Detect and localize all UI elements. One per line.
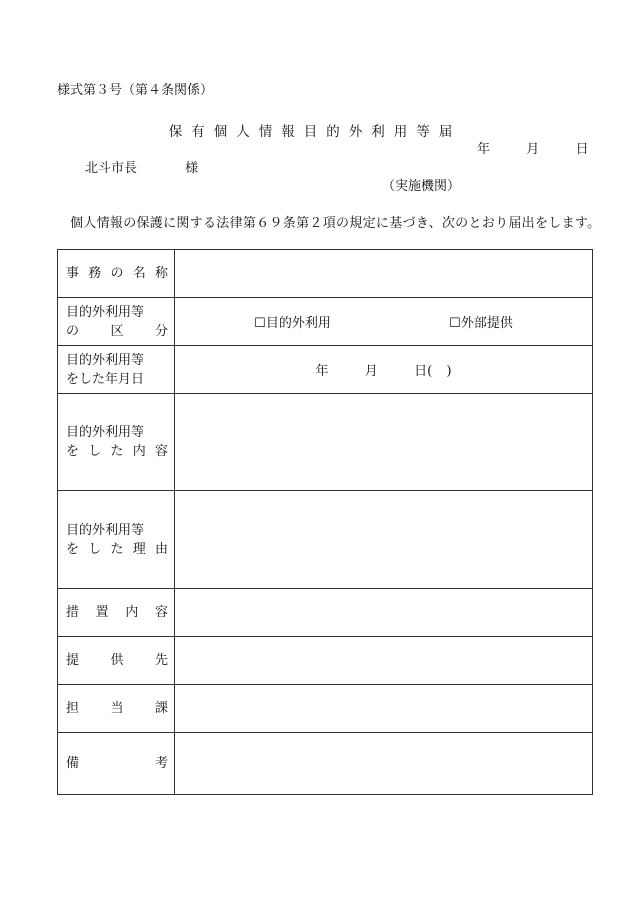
- label-use-reason: [58, 491, 175, 589]
- checkbox-external-provision[interactable]: ☐外部提供: [449, 316, 513, 331]
- label-char: 課: [154, 701, 168, 716]
- label-char: 供: [110, 653, 124, 668]
- label-office-name: [58, 250, 175, 298]
- label-char: 考: [154, 756, 168, 771]
- label-line: 目的外利用等: [66, 522, 145, 538]
- label-char: 称: [154, 266, 168, 281]
- label-char: 名: [132, 266, 146, 281]
- intro-text: 個人情報の保護に関する法律第６９条第２項の規定に基づき、次のとおり届出をします。: [70, 216, 601, 231]
- date-month: 月: [526, 142, 540, 157]
- label-char: 先: [154, 653, 168, 668]
- label-char: 内: [125, 605, 139, 620]
- remarks-field[interactable]: [175, 733, 593, 795]
- label-line: 目的外利用等: [66, 352, 145, 368]
- label-char: 容: [154, 444, 168, 459]
- label-char: 分: [154, 323, 168, 339]
- label-char: 理: [132, 541, 146, 557]
- addressee-honorific: 様: [185, 161, 199, 176]
- notification-table: [57, 249, 593, 795]
- office-name-field[interactable]: [175, 250, 593, 298]
- label-char: 区: [110, 323, 124, 339]
- use-date-day: 日(: [414, 364, 433, 379]
- label-use-date: [58, 346, 175, 394]
- department-field[interactable]: [175, 685, 593, 733]
- label-char: 由: [154, 541, 168, 557]
- label-char: 措: [66, 605, 80, 620]
- label-recipient: [58, 637, 175, 685]
- label-measures: [58, 589, 175, 637]
- row-use-reason: [58, 491, 593, 589]
- institution-label: （実施機関）: [382, 179, 461, 194]
- use-date-weekday-close: ): [446, 364, 452, 379]
- addressee: [85, 157, 198, 176]
- form-number: 様式第３号（第４条関係）: [57, 83, 214, 98]
- label-char: 担: [66, 701, 80, 716]
- row-recipient: [58, 637, 593, 685]
- label-char: を: [66, 541, 80, 557]
- date-day: 日: [575, 142, 589, 157]
- row-use-content: [58, 394, 593, 491]
- label-char: の: [110, 266, 124, 281]
- label-char: 内: [132, 444, 146, 459]
- label-line: 目的外利用等: [66, 304, 145, 320]
- label-char: 務: [88, 266, 102, 281]
- date-year: 年: [477, 142, 491, 157]
- label-category: [58, 298, 175, 346]
- label-char: 備: [66, 756, 80, 771]
- label-line: 目的外利用等: [66, 425, 145, 440]
- label-char: の: [66, 323, 80, 339]
- label-char: 当: [110, 701, 124, 716]
- use-date-year: 年: [315, 364, 329, 379]
- checkbox-internal-use[interactable]: ☐目的外利用: [254, 316, 331, 331]
- row-office-name: [58, 250, 593, 298]
- label-remarks: [58, 733, 175, 795]
- label-char: 置: [95, 605, 109, 620]
- use-date-month: 月: [364, 364, 378, 379]
- category-field: [175, 298, 593, 346]
- label-char: 事: [66, 266, 80, 281]
- label-line: をした年月日: [66, 371, 145, 387]
- label-char: 容: [154, 605, 168, 620]
- addressee-name: 北斗市長: [85, 161, 138, 176]
- label-char: し: [88, 444, 102, 459]
- use-reason-field[interactable]: [175, 491, 593, 589]
- measures-field[interactable]: [175, 589, 593, 637]
- row-department: [58, 685, 593, 733]
- label-use-content: [58, 394, 175, 491]
- document-title: 保有個人情報目的外利用等届: [168, 124, 462, 140]
- row-use-date: [58, 346, 593, 394]
- label-char: た: [110, 541, 124, 557]
- label-char: 提: [66, 653, 80, 668]
- row-measures: [58, 589, 593, 637]
- label-char: を: [66, 444, 80, 459]
- row-remarks: [58, 733, 593, 795]
- label-department: [58, 685, 175, 733]
- recipient-field[interactable]: [175, 637, 593, 685]
- use-date-field[interactable]: [175, 346, 593, 394]
- use-content-field[interactable]: [175, 394, 593, 491]
- label-char: し: [88, 541, 102, 557]
- row-category: [58, 298, 593, 346]
- label-char: た: [110, 444, 124, 459]
- date-line: [477, 138, 589, 157]
